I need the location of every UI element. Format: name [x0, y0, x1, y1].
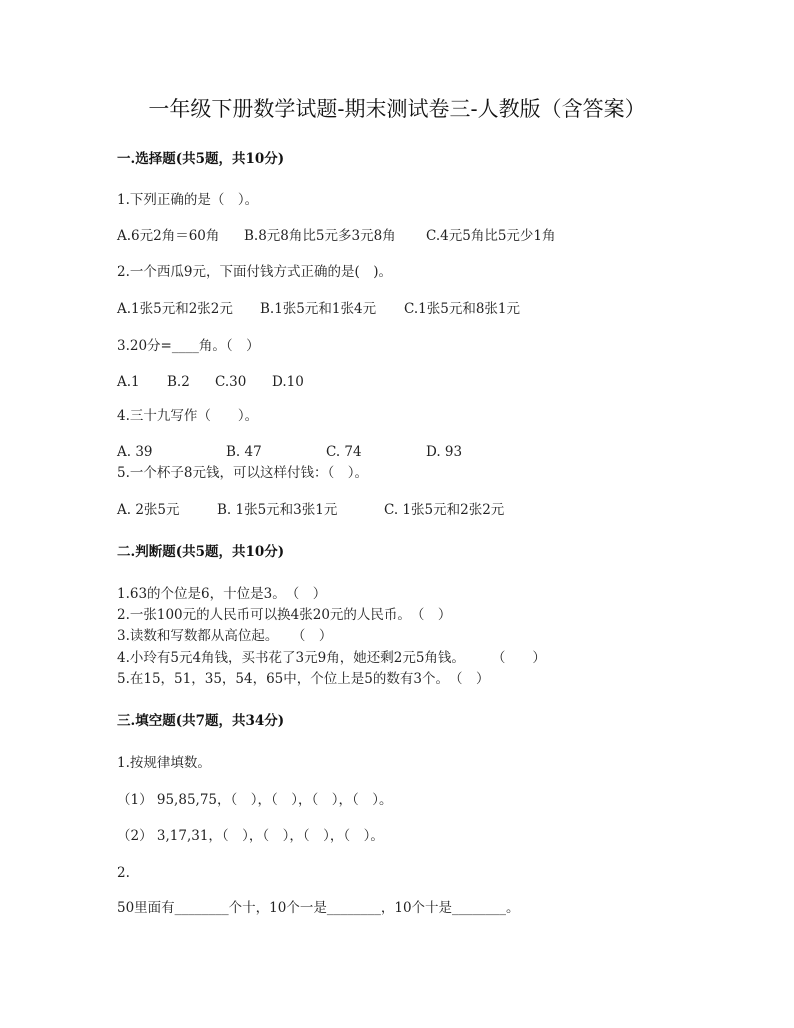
fill-question-1-line-1: （1） 95,85,75，（ ），（ ），（ ），（ ）。 — [117, 792, 393, 808]
question-1-stem: 1.下列正确的是（ ）。 — [117, 192, 259, 208]
fill-question-1-line-2: （2） 3,17,31，（ ），（ ），（ ），（ ）。 — [117, 828, 384, 844]
question-3-stem: 3.20分=____角。（ ） — [117, 338, 260, 354]
question-5-stem: 5.一个杯子8元钱，可以这样付钱：（ ）。 — [117, 465, 368, 481]
judgment-item-2: 2.一张100元的人民币可以换4张20元的人民币。 （ ） — [117, 607, 452, 623]
judgment-item-1: 1.63的个位是6，十位是3。 （ ） — [117, 586, 327, 602]
question-5-option-b: B. 1张5元和3张1元 — [217, 502, 338, 518]
question-2-stem: 2.一个西瓜9元，下面付钱方式正确的是( )。 — [117, 264, 393, 280]
question-5-option-c: C. 1张5元和2张2元 — [384, 502, 505, 518]
question-5-option-a: A. 2张5元 — [117, 502, 180, 518]
section-heading-choice: 一.选择题(共5题，共10分) — [117, 151, 285, 167]
judgment-item-4: 4.小玲有5元4角钱，买书花了3元9角，她还剩2元5角钱。 （ ） — [117, 650, 546, 666]
question-1-option-c: C.4元5角比5元少1角 — [426, 228, 556, 244]
question-3-option-c: C.30 — [215, 374, 247, 390]
question-4-option-c: C. 74 — [326, 444, 362, 460]
question-3-option-b: B.2 — [167, 374, 190, 390]
question-1-option-b: B.8元8角比5元多3元8角 — [244, 228, 396, 244]
question-2-option-c: C.1张5元和8张1元 — [404, 301, 520, 317]
judgment-item-5: 5.在15，51，35，54，65中，个位上是5的数有3个。 （ ） — [117, 671, 490, 687]
question-3-option-a: A.1 — [117, 374, 140, 390]
question-4-option-d: D. 93 — [426, 444, 463, 460]
question-1-option-a: A.6元2角＝60角 — [117, 228, 220, 244]
question-2-option-b: B.1张5元和1张4元 — [260, 301, 377, 317]
question-2-option-a: A.1张5元和2张2元 — [117, 301, 233, 317]
section-heading-judgment: 二.判断题(共5题，共10分) — [117, 544, 285, 560]
question-4-stem: 4.三十九写作（ ）。 — [117, 408, 259, 424]
document-title: 一年级下册数学试题-期末测试卷三-人教版（含答案） — [148, 97, 646, 121]
question-3-option-d: D.10 — [272, 374, 304, 390]
section-heading-fill-blank: 三.填空题(共7题，共34分) — [117, 713, 285, 729]
fill-question-2-line: 50里面有________个十，10个一是________，10个十是________。 — [117, 900, 520, 916]
fill-question-1-stem: 1.按规律填数。 — [117, 755, 211, 771]
question-4-option-b: B. 47 — [226, 444, 262, 460]
fill-question-2-number: 2. — [117, 865, 130, 881]
question-4-option-a: A. 39 — [117, 444, 153, 460]
judgment-item-3: 3.读数和写数都从高位起。 （ ） — [117, 628, 333, 644]
